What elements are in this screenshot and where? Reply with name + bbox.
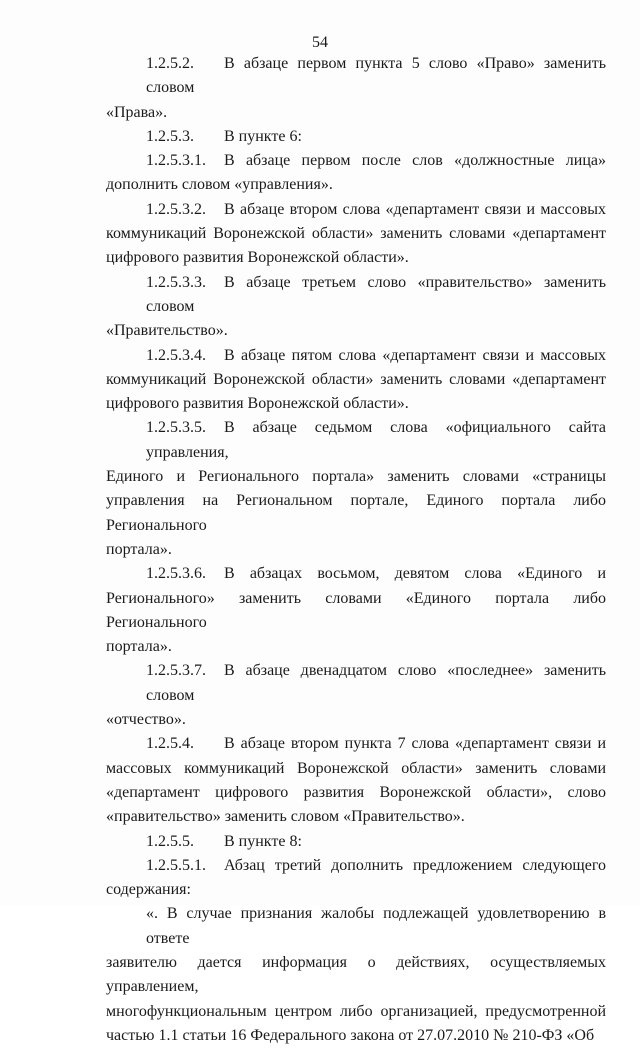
line-text: В абзаце первом пункта 5 слово «Право» заменить словом: [146, 55, 606, 97]
text-line: [106, 465, 606, 489]
line-text: «Правительство».: [106, 322, 228, 340]
line-text: В абзаце двенадцатом слово «последнее» заменить словом: [146, 662, 606, 704]
clause-number: 1.2.5.3.5.: [146, 419, 206, 437]
clause-number: 1.2.5.3.: [146, 127, 194, 145]
text-line: [106, 854, 606, 878]
paragraph: [106, 830, 606, 854]
line-text: дополнить словом «управления».: [106, 176, 333, 194]
paragraph: [106, 562, 606, 659]
line-text: Регионального» заменить словами «Единого портала либо Регионального: [106, 589, 606, 631]
text-line: [106, 198, 606, 222]
text-line: [106, 757, 606, 781]
text-line: [106, 246, 606, 270]
line-text: «правительство» заменить словом «Правительство».: [106, 808, 465, 826]
text-line: [106, 149, 606, 173]
clause-number: 1.2.5.3.7.: [146, 662, 206, 680]
text-line: [106, 489, 606, 538]
clause-number: 1.2.5.4.: [146, 735, 194, 753]
clause-number: 1.2.5.3.4.: [146, 346, 206, 364]
text-line: [106, 830, 606, 854]
paragraph: [106, 416, 606, 562]
text-line: [106, 271, 606, 320]
line-text: В абзаце пятом слова «департамент связи и массовых: [224, 346, 606, 364]
paragraph: [106, 198, 606, 271]
paragraph: [106, 659, 606, 732]
clause-number: 1.2.5.3.2.: [146, 200, 206, 218]
line-text: коммуникаций Воронежской области» заменить словами «департамент: [106, 370, 606, 388]
text-line: [106, 173, 606, 197]
text-line: [106, 222, 606, 246]
text-line: [106, 951, 606, 1000]
text-line: [106, 805, 606, 829]
clause-number: 1.2.5.5.1.: [146, 856, 206, 874]
text-line: [106, 1024, 606, 1048]
line-text: Единого и Регионального портала» заменить словами «страницы: [106, 468, 606, 486]
text-line: [106, 659, 606, 708]
line-text: В абзаце втором пункта 7 слова «департамент связи и: [224, 735, 606, 753]
paragraph: [106, 149, 606, 198]
text-line: [106, 368, 606, 392]
line-text: частью 1.1 статьи 16 Федерального закона от 27.07.2010 № 210-ФЗ «Об: [106, 1026, 595, 1044]
text-line: [106, 1000, 606, 1024]
line-text: «отчество».: [106, 711, 186, 729]
text-line: [106, 781, 606, 805]
line-text: портала».: [106, 540, 172, 558]
text-line: [106, 52, 606, 101]
paragraph: [106, 344, 606, 417]
line-text: В абзаце седьмом слова «официального сайта управления,: [146, 419, 606, 461]
line-text: «департамент цифрового развития Воронежской области», слово: [106, 783, 606, 801]
line-text: «. В случае признания жалобы подлежащей удовлетворению в ответе: [146, 905, 606, 947]
text-line: [106, 416, 606, 465]
clause-number: 1.2.5.3.6.: [146, 565, 206, 583]
line-text: многофункциональным центром либо организацией, предусмотренной: [106, 1002, 606, 1020]
line-text: портала».: [106, 638, 172, 656]
clause-number: 1.2.5.3.3.: [146, 273, 206, 291]
text-line: [106, 732, 606, 756]
document-body: [106, 52, 606, 1048]
line-text: В абзаце третьем слово «правительство» заменить словом: [146, 273, 606, 315]
text-line: [106, 344, 606, 368]
paragraph: [106, 732, 606, 829]
text-line: [106, 538, 606, 562]
clause-number: 1.2.5.2.: [146, 55, 194, 72]
line-text: цифрового развития Воронежской области».: [106, 395, 409, 413]
paragraph: [106, 271, 606, 344]
line-text: В абзаце втором слова «департамент связи и массовых: [224, 200, 606, 218]
line-text: содержания:: [106, 881, 191, 899]
text-line: [106, 101, 606, 125]
paragraph: [106, 125, 606, 149]
page-number: 54: [312, 34, 328, 51]
text-line: [106, 878, 606, 902]
line-text: массовых коммуникаций Воронежской области» заменить словами: [106, 759, 606, 777]
text-line: [106, 562, 606, 586]
line-text: управления на Региональном портале, Единого портала либо Регионального: [106, 492, 606, 534]
line-text: В пункте 6:: [224, 127, 302, 145]
text-line: [106, 635, 606, 659]
line-text: В абзацах восьмом, девятом слова «Единого и: [224, 565, 606, 583]
line-text: заявителю дается информация о действиях, осуществляемых управлением,: [106, 953, 606, 996]
paragraph: [106, 52, 606, 125]
text-line: [106, 587, 606, 636]
clause-number: 1.2.5.3.1.: [146, 152, 206, 170]
clause-number: 1.2.5.5.: [146, 832, 194, 850]
paragraph: [106, 902, 606, 1048]
text-line: [106, 319, 606, 343]
line-text: Абзац третий дополнить предложением следующего: [224, 856, 606, 874]
paragraph: [106, 854, 606, 903]
text-line: [106, 902, 606, 951]
text-line: [106, 708, 606, 732]
text-line: [106, 125, 606, 149]
text-line: [106, 392, 606, 416]
line-text: цифрового развития Воронежской области».: [106, 249, 409, 267]
line-text: В пункте 8:: [224, 832, 302, 850]
line-text: В абзаце первом после слов «должностные лица»: [224, 152, 606, 170]
line-text: коммуникаций Воронежской области» заменить словами «департамент: [106, 225, 606, 243]
line-text: «Права».: [106, 103, 168, 121]
